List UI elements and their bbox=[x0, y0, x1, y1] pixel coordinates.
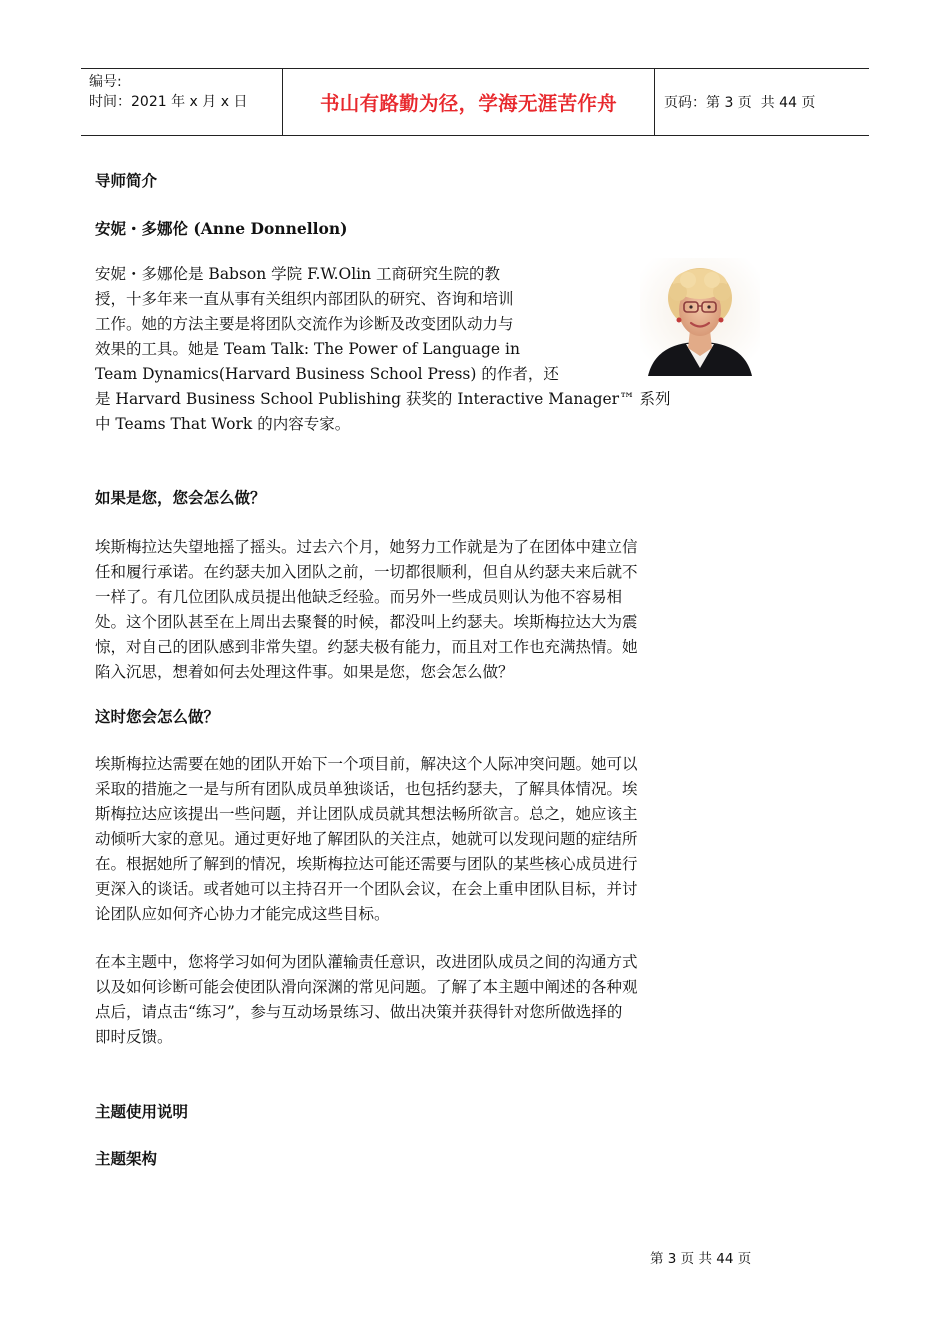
topic-line: 点后，请点击“练习”，参与互动场景练习、做出决策并获得针对您所做选择的 bbox=[95, 1003, 623, 1021]
header-date-label: 时间：2021 年 x 月 x 日 bbox=[89, 94, 248, 110]
mentor-name-heading: 安妮・多娜伦 (Anne Donnellon) bbox=[95, 219, 348, 238]
q2-line: 在。根据她所了解到的情况，埃斯梅拉达可能还需要与团队的某些核心成员进行 bbox=[95, 855, 638, 873]
topic-paragraph bbox=[95, 950, 767, 1050]
topic-line: 即时反馈。 bbox=[95, 1028, 173, 1046]
q2-title: 这时您会怎么做？ bbox=[95, 708, 220, 726]
topic-line: 以及如何诊断可能会使团队滑向深渊的常见问题。了解了本主题中阐述的各种观 bbox=[95, 978, 638, 996]
q1-line: 一样了。有几位团队成员提出他缺乏经验。而另外一些成员则认为他不容易相 bbox=[95, 588, 623, 606]
q1-line: 埃斯梅拉达失望地摇了摇头。过去六个月，她努力工作就是为了在团体中建立信 bbox=[95, 538, 638, 556]
bio-line: 授，十多年来一直从事有关组织内部团队的研究、咨询和培训 bbox=[95, 290, 514, 308]
topic-line: 在本主题中，您将学习如何为团队灌输责任意识，改进团队成员之间的沟通方式 bbox=[95, 953, 638, 971]
bio-line: 安妮・多娜伦是 Babson 学院 F.W.Olin 工商研究生院的教 bbox=[95, 265, 501, 283]
bio-line: 效果的工具。她是 Team Talk: The Power of Language in bbox=[95, 340, 520, 358]
header-motto: 书山有路勤为径，学海无涯苦作舟 bbox=[319, 92, 617, 115]
bio-line: 中 Teams That Work 的内容专家。 bbox=[95, 415, 351, 433]
header-number-label: 编号: bbox=[89, 74, 122, 90]
q1-title: 如果是您，您会怎么做？ bbox=[95, 489, 266, 507]
q2-line: 更深入的谈话。或者她可以主持召开一个团队会议，在会上重申团队目标，并讨 bbox=[95, 880, 638, 898]
bio-line: 工作。她的方法主要是将团队交流作为诊断及改变团队动力与 bbox=[95, 315, 514, 333]
bio-line: Team Dynamics(Harvard Business School Press) 的作者，还 bbox=[95, 365, 559, 383]
structure-section-title: 主题架构 bbox=[95, 1150, 158, 1168]
q1-line: 陷入沉思，想着如何去处理这件事。如果是您，您会怎么做？ bbox=[95, 663, 514, 681]
page-header bbox=[81, 68, 869, 136]
q2-line: 斯梅拉达应该提出一些问题，并让团队成员就其想法畅所欲言。总之，她应该主 bbox=[95, 805, 638, 823]
q2-line: 动倾听大家的意见。通过更好地了解团队的关注点，她就可以发现问题的症结所 bbox=[95, 830, 638, 848]
mentor-section-title: 导师简介 bbox=[95, 172, 158, 190]
bio-line: 是 Harvard Business School Publishing 获奖的 Interactive Manager™ 系列 bbox=[95, 390, 671, 408]
mentor-photo bbox=[640, 258, 760, 376]
header-meta bbox=[81, 69, 283, 135]
q1-line: 处。这个团队甚至在上周出去聚餐的时候，都没叫上约瑟夫。埃斯梅拉达大为震 bbox=[95, 613, 638, 631]
q2-line: 论团队应如何齐心协力才能完成这些目标。 bbox=[95, 905, 390, 923]
q1-paragraph bbox=[95, 535, 767, 685]
q2-paragraph bbox=[95, 752, 767, 927]
q2-line: 采取的措施之一是与所有团队成员单独谈话，也包括约瑟夫，了解具体情况。埃 bbox=[95, 780, 638, 798]
q2-line: 埃斯梅拉达需要在她的团队开始下一个项目前，解决这个人际冲突问题。她可以 bbox=[95, 755, 638, 773]
header-motto-cell bbox=[283, 69, 655, 135]
header-page-cell bbox=[655, 69, 869, 135]
q1-line: 任和履行承诺。在约瑟夫加入团队之前，一切都很顺利，但自从约瑟夫来后就不 bbox=[95, 563, 638, 581]
header-page-label: 页码：第 3 页 共 44 页 bbox=[664, 95, 816, 111]
page-footer-number: 第 3 页 共 44 页 bbox=[650, 1251, 752, 1267]
q1-line: 惊，对自己的团队感到非常失望。约瑟夫极有能力，而且对工作也充满热情。她 bbox=[95, 638, 638, 656]
usage-section-title: 主题使用说明 bbox=[95, 1103, 189, 1121]
